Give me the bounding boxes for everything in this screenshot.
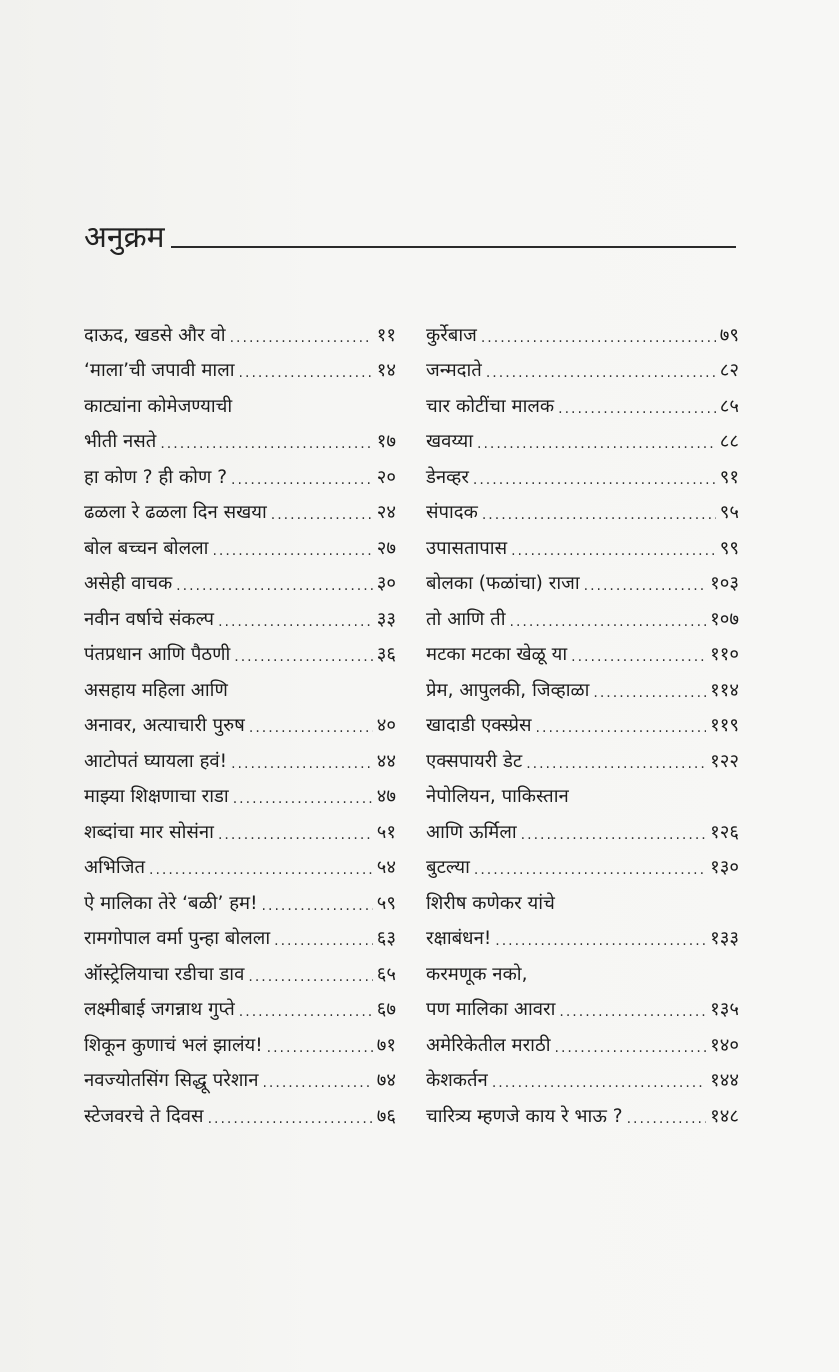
- toc-entry-page: १४०: [710, 1034, 739, 1056]
- dot-leader: [558, 398, 716, 420]
- toc-entry-title: संपादक: [426, 502, 478, 523]
- toc-entry-title: खवय्या: [426, 431, 474, 452]
- dot-leader: [239, 362, 373, 384]
- toc-entry: [84, 1094, 396, 1130]
- toc-entry: [426, 562, 739, 598]
- toc-entry: [84, 313, 396, 349]
- toc-entry-title: नवीन वर्षाचे संकल्प: [84, 608, 215, 630]
- toc-entry-page: ७९: [719, 324, 739, 346]
- toc-entry-title: भीती नसते: [84, 431, 157, 452]
- toc-entry: [84, 349, 396, 385]
- dot-leader: [510, 611, 707, 633]
- toc-entry-page: ११०: [710, 644, 739, 665]
- toc-entry-page: ११४: [710, 679, 739, 701]
- toc-entry-title: हा कोण ? ही कोण ?: [84, 466, 228, 488]
- toc-heading: [84, 208, 736, 258]
- toc-entry-page: ९९: [719, 537, 739, 559]
- dot-leader: [486, 362, 716, 384]
- toc-entry: [84, 704, 396, 740]
- toc-entry-page: १४८: [710, 1105, 739, 1127]
- toc-entry-title: प्रेम, आपुलकी, जिव्हाळा: [426, 679, 590, 701]
- toc-entry-title: खादाडी एक्स्प्रेस: [426, 715, 532, 736]
- toc-entry-page: १३५: [710, 999, 739, 1020]
- dot-leader: [495, 930, 706, 952]
- toc-entry: [426, 420, 739, 456]
- dot-leader: [248, 966, 372, 988]
- toc-entry-page: ५९: [376, 892, 396, 914]
- dot-leader: [176, 575, 373, 597]
- toc-entry-page: ७१: [376, 1034, 396, 1056]
- dot-leader: [555, 1037, 707, 1059]
- toc-entry: [426, 881, 739, 917]
- toc-entry-page: ४०: [376, 715, 396, 736]
- toc-entry-title: अनावर, अत्याचारी पुरुष: [84, 715, 245, 736]
- toc-entry-page: २४: [376, 502, 396, 523]
- dot-leader: [511, 540, 716, 562]
- toc-entry-page: १४४: [710, 1070, 739, 1091]
- toc-entry-title: बोल बच्चन बोलला: [84, 537, 209, 559]
- toc-entry-title: तो आणि ती: [426, 608, 506, 630]
- toc-entry-page: ११९: [710, 715, 739, 736]
- toc-entry-title: ‘माला’ची जपावी माला: [84, 360, 235, 381]
- toc-entry: [426, 704, 739, 740]
- toc-entry-page: २०: [376, 466, 396, 488]
- toc-entry: [84, 1023, 396, 1059]
- toc-entry-title: अमेरिकेतील मराठी: [426, 1034, 551, 1056]
- dot-leader: [571, 646, 706, 668]
- toc-entry-page: २७: [376, 537, 396, 559]
- toc-entry-title: करमणूक नको,: [426, 963, 528, 985]
- dot-leader: [231, 469, 373, 491]
- toc-entry-page: ५१: [376, 821, 396, 843]
- toc-entry-title: आटोपतं घ्यायला हवं!: [84, 750, 228, 772]
- dot-leader: [474, 859, 706, 881]
- toc-entry: [84, 491, 396, 527]
- toc-entry-page: ९१: [719, 466, 739, 488]
- toc-entry: [84, 917, 396, 953]
- toc-entry-title: पंतप्रधान आणि पैठणी: [84, 644, 231, 665]
- toc-entry: [426, 633, 739, 669]
- dot-leader: [218, 611, 373, 633]
- dot-leader: [521, 824, 706, 846]
- toc-entry-page: ११: [376, 324, 396, 346]
- toc-entry-page: ३६: [376, 644, 396, 665]
- dot-leader: [627, 1108, 707, 1130]
- toc-entry-page: ७४: [376, 1070, 396, 1091]
- toc-entry-title: चारित्र्य म्हणजे काय रे भाऊ ?: [426, 1105, 623, 1127]
- toc-entry: [426, 739, 739, 775]
- toc-entry: [84, 846, 396, 882]
- toc-entry: [84, 384, 396, 420]
- toc-entry-title: पण मालिका आवरा: [426, 999, 556, 1020]
- toc-entry: [426, 668, 739, 704]
- toc-entry-title: स्टेजवरचे ते दिवस: [84, 1105, 204, 1127]
- toc-entry-page: ४७: [376, 786, 396, 807]
- toc-entry: [426, 846, 739, 882]
- dot-leader: [536, 717, 707, 739]
- toc-entry-title: बुटल्या: [426, 857, 470, 878]
- toc-entry: [84, 952, 396, 988]
- toc-entry: [426, 455, 739, 491]
- toc-entry: [426, 313, 739, 349]
- toc-entry: [426, 810, 739, 846]
- toc-entry-page: ८२: [719, 360, 739, 381]
- toc-entry-title: ऑस्ट्रेलियाचा रडीचा डाव: [84, 963, 245, 985]
- dot-leader: [212, 540, 372, 562]
- toc-entry-page: ५४: [376, 857, 396, 878]
- dot-leader: [239, 1001, 373, 1023]
- toc-entry-page: ३३: [376, 608, 396, 630]
- dot-leader: [482, 504, 716, 526]
- toc-entry: [84, 988, 396, 1024]
- toc-entry: [84, 881, 396, 917]
- toc-entry-title: उपासतापास: [426, 537, 508, 559]
- toc-entry-title: जन्मदाते: [426, 360, 482, 381]
- dot-leader: [267, 1037, 373, 1059]
- dot-leader: [492, 1072, 706, 1094]
- dot-leader: [593, 682, 706, 704]
- dot-leader: [274, 930, 373, 952]
- toc-entry: [84, 597, 396, 633]
- toc-entry-title: अभिजित: [84, 857, 145, 878]
- toc-entry: [84, 810, 396, 846]
- toc-entry-title: एक्सपायरी डेट: [426, 750, 523, 772]
- dot-leader: [526, 753, 706, 775]
- toc-entry: [426, 384, 739, 420]
- toc-entry-title: लक्ष्मीबाई जगन्नाथ गुप्ते: [84, 999, 235, 1020]
- toc-entry-title: रामगोपाल वर्मा पुन्हा बोलला: [84, 928, 271, 949]
- toc-entry: [426, 1023, 739, 1059]
- dot-leader: [271, 504, 373, 526]
- toc-entry: [426, 988, 739, 1024]
- toc-entry-page: १२२: [710, 750, 739, 772]
- dot-leader: [231, 753, 373, 775]
- dot-leader: [559, 1001, 706, 1023]
- toc-right-column: [426, 313, 739, 1130]
- dot-leader: [149, 859, 373, 881]
- toc-entry-title: रक्षाबंधन!: [426, 928, 492, 949]
- dot-leader: [233, 788, 373, 810]
- toc-entry-title: मटका मटका खेळू या: [426, 644, 568, 665]
- toc-entry: [426, 1059, 739, 1095]
- dot-leader: [262, 1072, 372, 1094]
- dot-leader: [160, 433, 372, 455]
- dot-leader: [584, 575, 707, 597]
- toc-entry-title: डेनव्हर: [426, 466, 469, 488]
- toc-entry-page: १०७: [710, 608, 739, 630]
- dot-leader: [218, 824, 373, 846]
- toc-entry: [84, 1059, 396, 1095]
- toc-entry: [84, 775, 396, 811]
- dot-leader: [477, 433, 716, 455]
- toc-entry-page: ८५: [719, 395, 739, 417]
- toc-entry-title: शब्दांचा मार सोसंना: [84, 821, 214, 843]
- toc-entry-page: १३०: [710, 857, 739, 878]
- toc-entry-title: नेपोलियन, पाकिस्तान: [426, 786, 569, 807]
- toc-entry-title: केशकर्तन: [426, 1070, 488, 1091]
- toc-entry-title: कुर्रेबाज: [426, 324, 477, 346]
- toc-entry-title: शिरीष कणेकर यांचे: [426, 892, 555, 914]
- toc-entry: [84, 455, 396, 491]
- toc-entry-title: ढळला रे ढळला दिन सखया: [84, 502, 267, 523]
- toc-entry-title: बोलका (फळांचा) राजा: [426, 573, 580, 594]
- toc-entry: [426, 1094, 739, 1130]
- toc-entry: [426, 952, 739, 988]
- toc-entry-page: १७: [376, 431, 396, 452]
- dot-leader: [249, 717, 373, 739]
- dot-leader: [473, 469, 716, 491]
- toc-entry-title: दाऊद, खडसे और वो: [84, 324, 226, 346]
- toc-entry-page: ६३: [376, 928, 396, 949]
- toc-entry-title: असेही वाचक: [84, 573, 173, 594]
- dot-leader: [208, 1108, 373, 1130]
- toc-entry-page: १२६: [710, 821, 739, 843]
- toc-entry-title: नवज्योतसिंग सिद्धू परेशान: [84, 1070, 259, 1091]
- dot-leader: [262, 895, 373, 917]
- toc-entry-page: १३३: [710, 928, 739, 949]
- toc-entry-page: ७६: [376, 1105, 396, 1127]
- toc-entry: [84, 420, 396, 456]
- toc-entry-title: चार कोटींचा मालक: [426, 395, 555, 417]
- heading-rule: [171, 246, 736, 248]
- toc-entry-title: शिकून कुणाचं भलं झालंय!: [84, 1034, 263, 1056]
- toc-entry: [426, 526, 739, 562]
- toc-entry-title: आणि ऊर्मिला: [426, 821, 517, 843]
- toc-entry-page: ९५: [719, 502, 739, 523]
- toc-entry-page: ८८: [719, 431, 739, 452]
- toc-entry: [84, 526, 396, 562]
- dot-leader: [234, 646, 372, 668]
- toc-entry: [84, 562, 396, 598]
- toc-entry-page: १४: [376, 360, 396, 381]
- toc-entry-page: ६७: [376, 999, 396, 1020]
- dot-leader: [230, 327, 373, 349]
- dot-leader: [481, 327, 716, 349]
- toc-entry: [426, 491, 739, 527]
- toc-entry-title: ऐ मालिका तेरे ‘बळी’ हम!: [84, 892, 258, 914]
- toc-heading-text: अनुक्रम: [84, 220, 165, 255]
- toc-entry-page: ३०: [376, 573, 396, 594]
- toc-entry: [426, 597, 739, 633]
- toc-entry: [84, 668, 396, 704]
- toc-entry: [426, 349, 739, 385]
- toc-entry-title: काट्यांना कोमेजण्याची: [84, 395, 233, 417]
- toc-entry: [426, 917, 739, 953]
- toc-entry-page: ४४: [376, 750, 396, 772]
- toc-entry-title: माझ्या शिक्षणाचा राडा: [84, 786, 229, 807]
- toc-entry: [426, 775, 739, 811]
- toc-entry-page: ६५: [376, 963, 396, 985]
- toc-left-column: [84, 313, 396, 1130]
- toc-entry: [84, 633, 396, 669]
- toc-entry-title: असहाय महिला आणि: [84, 679, 228, 701]
- toc-entry: [84, 739, 396, 775]
- toc-entry-page: १०३: [710, 573, 739, 594]
